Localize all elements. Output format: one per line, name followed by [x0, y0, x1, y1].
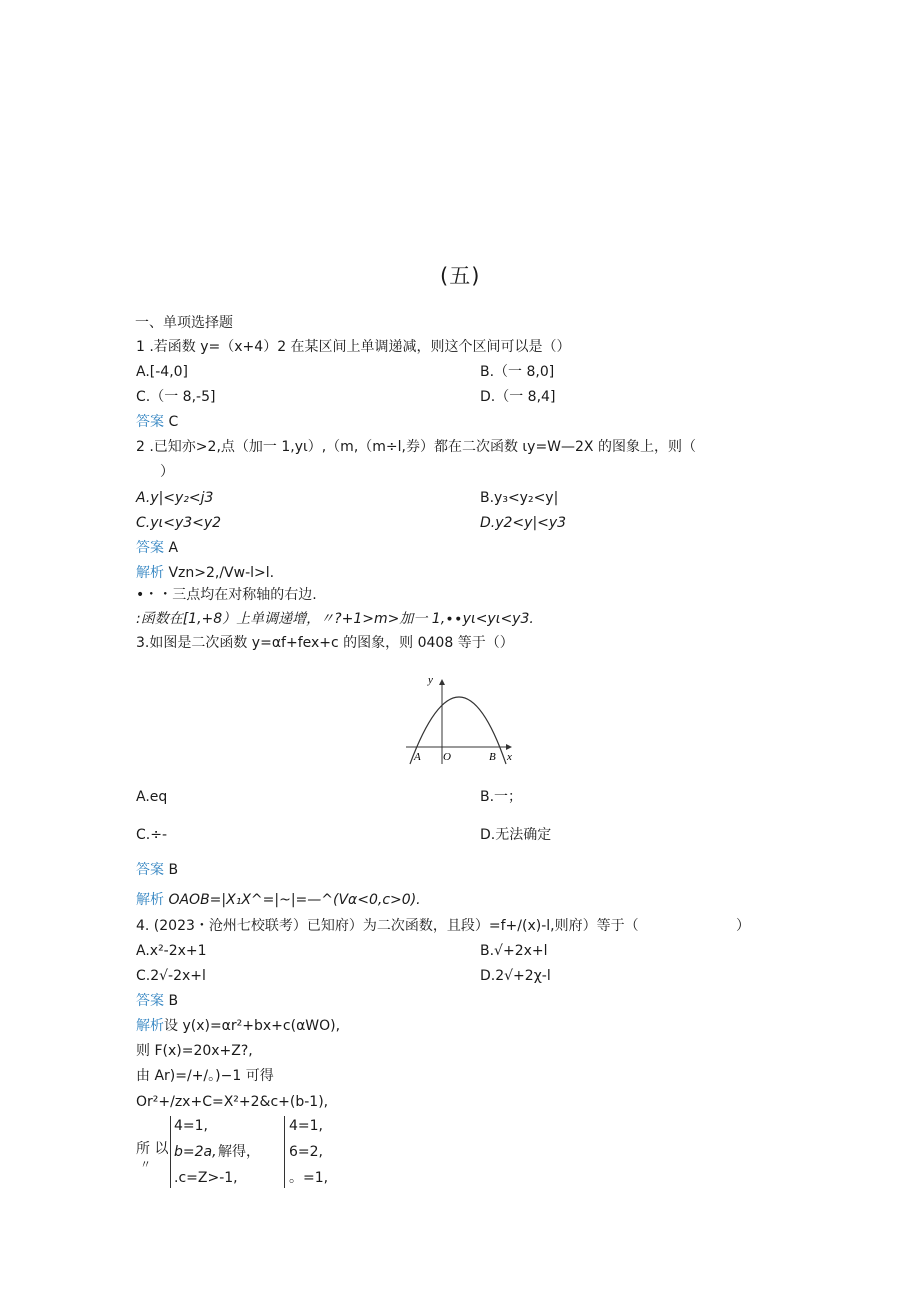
system2-eq1: 4=1, — [289, 1118, 323, 1134]
q2-stem: 2 .已知亦>2,点（加一 1,yι）,（m,（m÷l,券）都在二次函数 ιy=W—2X 的图象上，则（ — [136, 439, 696, 455]
analysis-text: Vzn>2,/Vw-l>l. — [168, 565, 275, 581]
q1-option-c: C.（一 8,-5] — [136, 389, 216, 405]
x-label: x — [507, 751, 512, 763]
q2-analysis-2: •・・三点均在对称轴的右边. — [136, 587, 317, 603]
q2-option-a: A.y|<y₂<j3 — [136, 490, 214, 506]
so-label: 所 以 — [136, 1141, 169, 1157]
q1-answer — [136, 413, 178, 431]
section-heading: 一、单项选择题 — [135, 315, 233, 331]
parabola-graph — [400, 672, 520, 768]
system1-eq2: b=2a, — [174, 1144, 217, 1160]
q4-option-a: A.x²-2x+1 — [136, 943, 207, 959]
answer-label: 答案 — [136, 862, 164, 878]
analysis-text: OAOB=|X₁X^=|~|=—^(Vα<0,c>0). — [168, 892, 421, 908]
system2-eq3: 。=1, — [289, 1170, 329, 1186]
q2-option-d: D.y2<y|<y3 — [480, 515, 567, 531]
analysis-text: 设 y(x)=αr²+bx+c(αWO), — [164, 1018, 341, 1034]
q4-option-c: C.2√-2x+l — [136, 968, 206, 984]
origin-label: O — [443, 751, 451, 763]
q4-analysis-3: 由 Ar)=/+/。)−1 可得 — [136, 1068, 274, 1084]
x-axis-arrow — [506, 744, 512, 750]
q1-option-a: A.[-4,0] — [136, 364, 189, 380]
answer-label: 答案 — [136, 414, 164, 430]
q2-analysis-1 — [136, 564, 274, 582]
q2-option-c: C.yι<y3<y2 — [136, 515, 222, 531]
q4-stem-end: ） — [736, 918, 750, 934]
answer-value: C — [168, 414, 179, 430]
q1-stem: 1 .若函数 y=（x+4）2 在某区间上单调递减，则这个区间可以是（） — [136, 339, 571, 355]
q4-analysis-2: 则 F(x)=20x+Z?, — [136, 1043, 253, 1059]
system-brace-2 — [284, 1116, 285, 1188]
analysis-label: 解析 — [136, 1018, 164, 1034]
y-label: y — [428, 674, 433, 686]
q2-stem-cont: ） — [160, 464, 174, 480]
q4-stem: 4. (2023・沧州七校联考）已知府）为二次函数，且段）=f+/(x)-l,则府）等于（ — [136, 918, 639, 934]
q1-option-d: D.（一 8,4] — [480, 389, 556, 405]
q3-option-a: A.eq — [136, 789, 168, 805]
q2-option-b: B.y₃<y₂<y| — [480, 490, 559, 506]
system2-eq2: 6=2, — [289, 1144, 323, 1160]
page-title: (五) — [440, 264, 481, 288]
q4-analysis-1 — [136, 1017, 340, 1035]
answer-label: 答案 — [136, 993, 164, 1009]
q4-analysis-4: Or²+/zx+C=X²+2&c+(b-1), — [136, 1094, 329, 1110]
answer-value: A — [168, 540, 179, 556]
q2-answer — [136, 539, 178, 557]
solved-label: 解得， — [218, 1144, 260, 1160]
q1-option-b: B.（一 8,0] — [480, 364, 555, 380]
q3-analysis — [136, 891, 421, 909]
y-axis-arrow — [439, 679, 445, 685]
point-a-label: A — [414, 751, 421, 763]
answer-value: B — [168, 993, 179, 1009]
system1-eq3: .c=Z>-1, — [174, 1170, 238, 1186]
q3-option-b: B.一； — [480, 789, 523, 805]
q3-option-c: C.÷- — [136, 827, 168, 843]
analysis-label: 解析 — [136, 565, 164, 581]
q4-option-b: B.√+2x+l — [480, 943, 548, 959]
q3-answer — [136, 861, 178, 879]
point-b-label: B — [489, 751, 496, 763]
q2-analysis-3: :函数在[1,+8）上单调递增，〃?+1>m>加一 1,∙∙yι<yι<y3. — [136, 611, 534, 627]
so-mark: 〃 — [140, 1158, 151, 1171]
answer-value: B — [168, 862, 179, 878]
q4-answer — [136, 992, 178, 1010]
q3-stem: 3.如图是二次函数 y=αf+fex+c 的图象，则 0408 等于（） — [136, 635, 514, 651]
system-brace-1 — [170, 1116, 171, 1188]
answer-label: 答案 — [136, 540, 164, 556]
q4-option-d: D.2√+2χ-l — [480, 968, 551, 984]
analysis-label: 解析 — [136, 892, 164, 908]
q3-option-d: D.无法确定 — [480, 827, 552, 843]
system1-eq1: 4=1, — [174, 1118, 208, 1134]
